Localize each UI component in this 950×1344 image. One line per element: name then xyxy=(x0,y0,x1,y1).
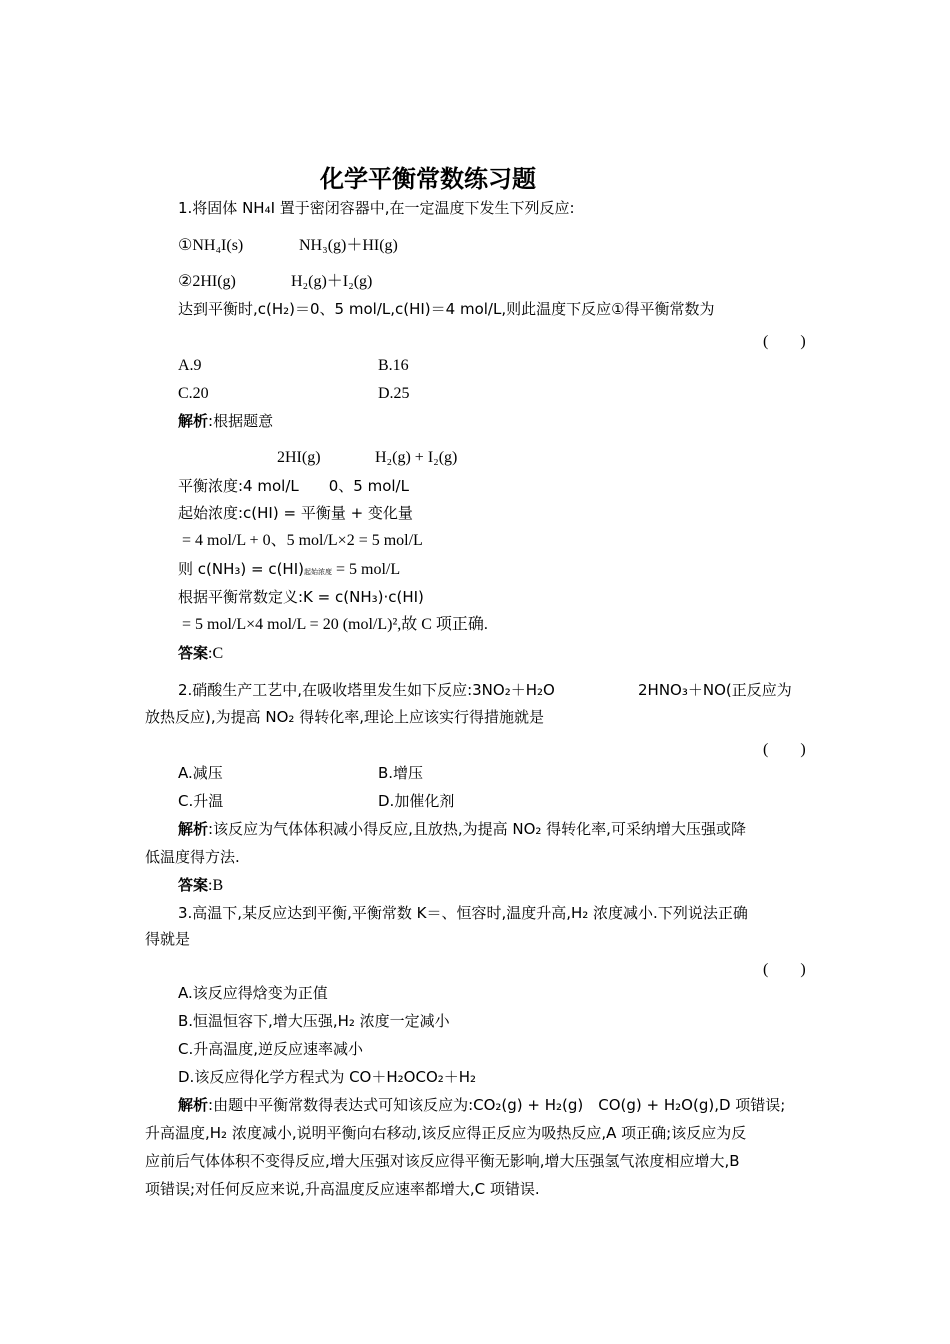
q1-stem xyxy=(178,198,575,219)
q1-calc-line-4-a: 则 c(NH₃) = c(HI) xyxy=(178,560,304,578)
q3-option-b: B.恒温恒容下,增大压强,H₂ 浓度一定减小 xyxy=(178,1012,450,1030)
q3-option-a: A.该反应得焓变为正值 xyxy=(178,984,328,1002)
q3-answer-bracket: ( ) xyxy=(763,961,806,978)
q1-calc-line-4-sub: 起始浓度 xyxy=(304,568,332,576)
q1-calc-line-2: 起始浓度:c(HI) = 平衡量 + 变化量 xyxy=(178,504,413,522)
q3-analysis-line-4: 项错误;对任何反应来说,升高温度反应速率都增大,C 项错误. xyxy=(145,1180,540,1198)
q2-option-a: A.减压 xyxy=(178,764,223,782)
q1-equation-right: H₂(g) + I₂(g) xyxy=(375,449,458,466)
q2-answer-label: 答案 xyxy=(178,876,209,894)
q1-reaction1-left: ①NH₄I(s) xyxy=(178,237,244,254)
q2-answer-value: :B xyxy=(208,877,224,894)
q1-equation-left: 2HI(g) xyxy=(277,449,321,466)
q1-calc-line-1: 平衡浓度:4 mol/L 0、5 mol/L xyxy=(178,477,409,495)
q2-analysis-label: 解析 xyxy=(178,820,209,838)
q1-calc-line-3: = 4 mol/L + 0、5 mol/L×2 = 5 mol/L xyxy=(182,532,423,549)
q1-analysis-heading xyxy=(178,411,273,432)
q3-analysis-label: 解析 xyxy=(178,1096,209,1114)
page-title: 化学平衡常数练习题 xyxy=(320,165,536,193)
q3-option-c: C.升高温度,逆反应速率减小 xyxy=(178,1040,364,1058)
q1-answer-bracket: ( ) xyxy=(763,333,806,350)
q2-analysis-line-2: 低温度得方法. xyxy=(145,848,240,866)
q2-analysis-text-1: :该反应为气体体积减小得反应,且放热,为提高 NO₂ 得转化率,可采纳增大压强或降 xyxy=(208,820,746,838)
q3-analysis-line-1 xyxy=(178,1095,785,1116)
q1-analysis-label: 解析 xyxy=(178,412,209,430)
q1-analysis-intro: :根据题意 xyxy=(208,412,274,430)
q1-option-d: D.25 xyxy=(378,385,410,402)
q1-reaction2-right: H₂(g)＋I₂(g) xyxy=(291,273,373,290)
q1-calc-line-5: 根据平衡常数定义:K = c(NH₃)·c(HI) xyxy=(178,588,424,606)
q1-stem-text: 1.将固体 NH₄I 置于密闭容器中,在一定温度下发生下列反应: xyxy=(178,199,575,217)
q2-option-b: B.增压 xyxy=(378,764,424,782)
q1-condition: 达到平衡时,c(H₂)＝0、5 mol/L,c(HI)＝4 mol/L,则此温度下反应①得平衡常数为 xyxy=(178,300,715,318)
q1-option-b: B.16 xyxy=(378,357,409,374)
q1-reaction1-right: NH₃(g)＋HI(g) xyxy=(299,237,398,254)
q3-option-d: D.该反应得化学方程式为 CO＋H₂OCO₂＋H₂ xyxy=(178,1068,477,1086)
q2-stem-right: 2HNO₃＋NO(正反应为 xyxy=(638,681,792,699)
q1-option-a: A.9 xyxy=(178,357,202,374)
q1-answer-label: 答案 xyxy=(178,644,209,662)
q1-calc-line-4 xyxy=(178,559,400,582)
q3-analysis-line-2: 升高温度,H₂ 浓度减小,说明平衡向右移动,该反应得正反应为吸热反应,A 项正确;该反应为反 xyxy=(145,1124,747,1142)
q1-answer xyxy=(178,643,223,664)
q2-answer xyxy=(178,875,223,896)
q3-stem-line-1: 3.高温下,某反应达到平衡,平衡常数 K＝、恒容时,温度升高,H₂ 浓度减小.下列说法正确 xyxy=(178,904,748,922)
q3-analysis-text-1: :由题中平衡常数得表达式可知该反应为:CO₂(g) + H₂(g) CO(g) + H₂O(g),D 项错误; xyxy=(208,1096,786,1114)
q2-option-d: D.加催化剂 xyxy=(378,792,455,810)
q2-analysis-line-1 xyxy=(178,819,746,840)
q2-stem-left: 2.硝酸生产工艺中,在吸收塔里发生如下反应:3NO₂＋H₂O xyxy=(178,681,555,699)
q3-stem-line-2: 得就是 xyxy=(145,930,191,948)
q2-option-c: C.升温 xyxy=(178,792,224,810)
q1-option-c: C.20 xyxy=(178,385,209,402)
q2-stem-line-2: 放热反应),为提高 NO₂ 得转化率,理论上应该实行得措施就是 xyxy=(145,708,544,726)
q3-analysis-line-3: 应前后气体体积不变得反应,增大压强对该反应得平衡无影响,增大压强氢气浓度相应增大,B xyxy=(145,1152,740,1170)
q2-answer-bracket: ( ) xyxy=(763,741,806,758)
q1-reaction2-left: ②2HI(g) xyxy=(178,273,236,290)
q1-calc-line-4-b: = 5 mol/L xyxy=(332,561,401,578)
q1-answer-value: :C xyxy=(208,645,224,662)
q1-calc-line-6: = 5 mol/L×4 mol/L = 20 (mol/L)²,故 C 项正确. xyxy=(182,616,488,633)
